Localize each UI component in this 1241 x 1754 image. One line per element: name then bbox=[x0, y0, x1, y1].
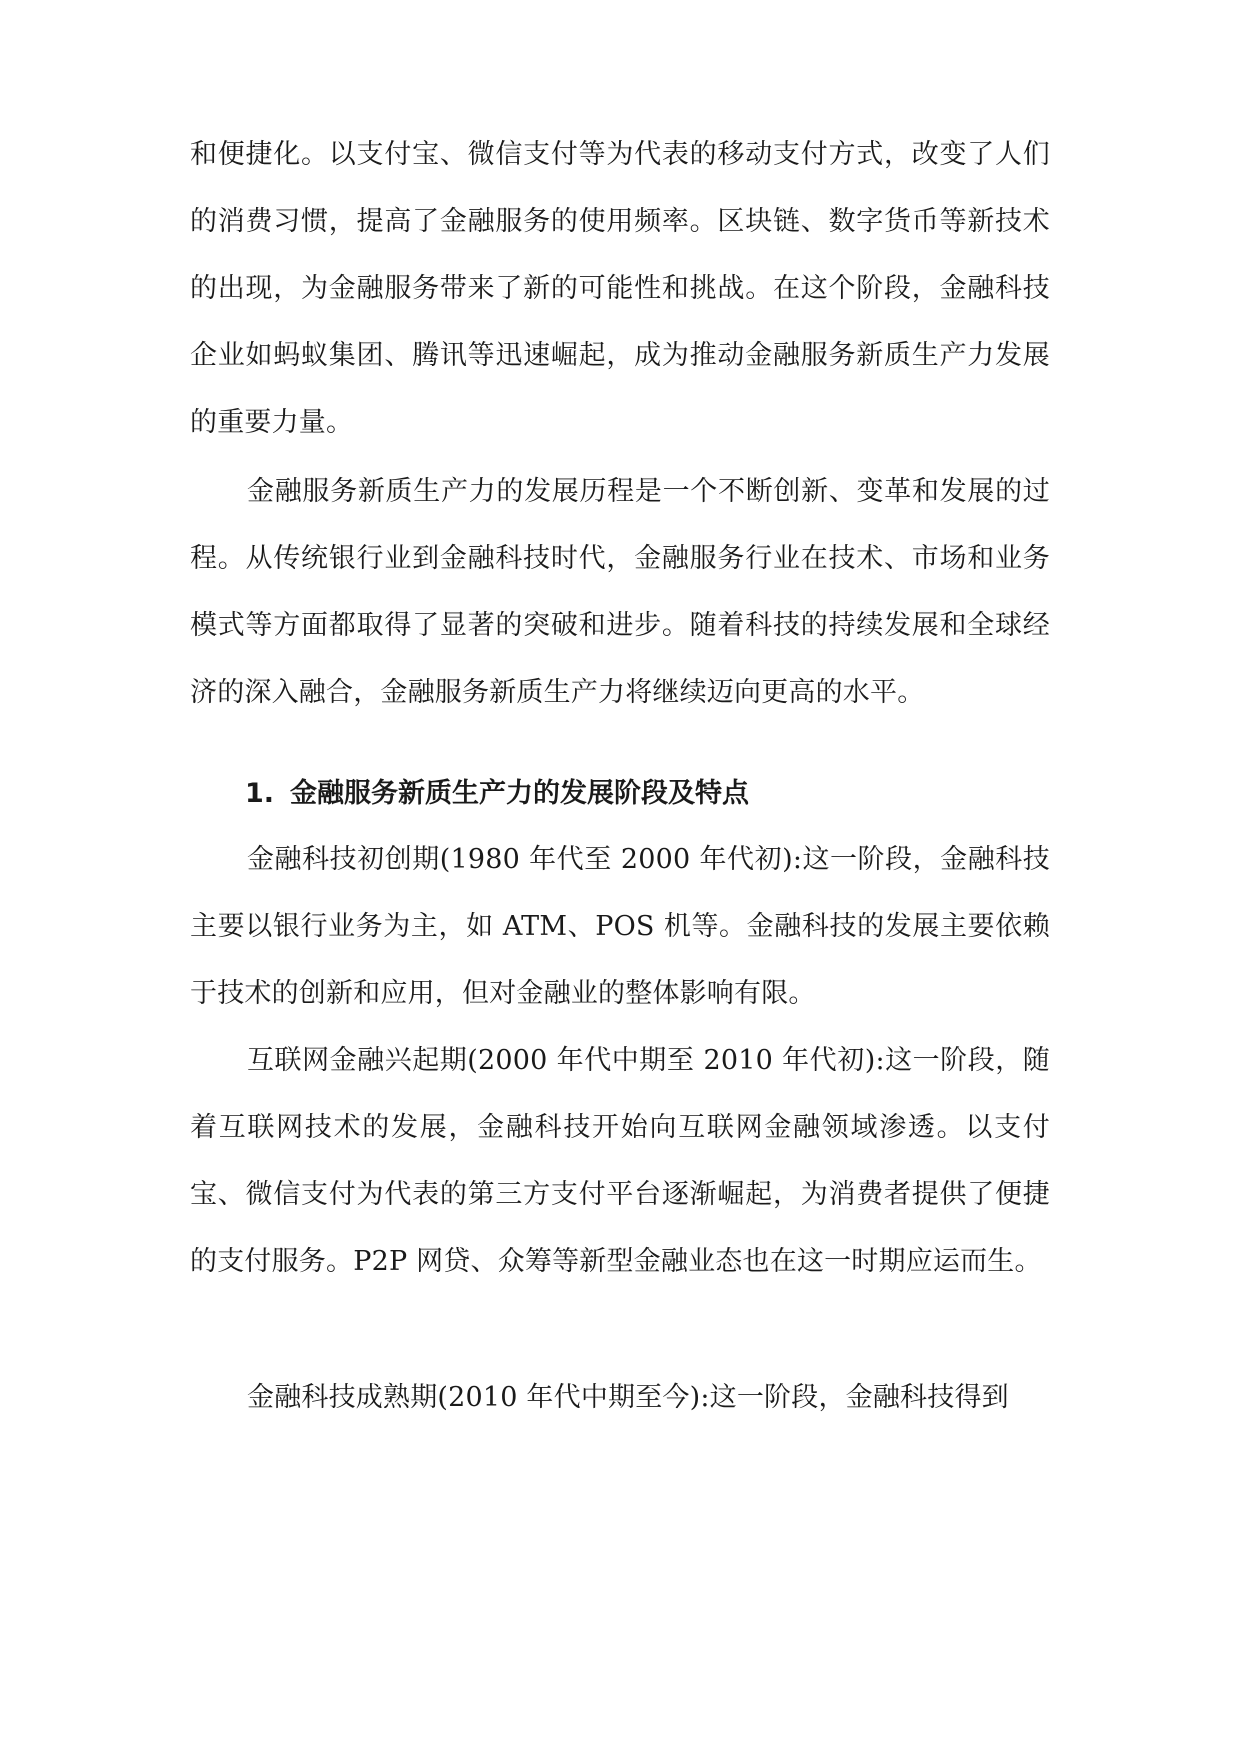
paragraph-fintech-startup-period: 金融科技初创期(1980 年代至 2000 年代初):这一阶段，金融科技主要以银行业务为主，如 ATM、POS 机等。金融科技的发展主要依赖于技术的创新和应用，但对金融业的整体影响有限。 bbox=[190, 844, 1050, 1009]
paragraph-development-history: 金融服务新质生产力的发展历程是一个不断创新、变革和发展的过程。从传统银行业到金融科技时代，金融服务行业在技术、市场和业务模式等方面都取得了显著的突破和进步。随着科技的持续发展和全球经济的深入融合，金融服务新质生产力将继续迈向更高的水平。 bbox=[190, 476, 1050, 708]
section-title: 金融服务新质生产力的发展阶段及特点 bbox=[290, 778, 749, 809]
paragraph-internet-finance-period: 互联网金融兴起期(2000 年代中期至 2010 年代初):这一阶段，随着互联网技术的发展，金融科技开始向互联网金融领域渗透。以支付宝、微信支付为代表的第三方支付平台逐渐崛起，为消费者提供了便捷的支付服务。P2P 网贷、众筹等新型金融业态也在这一时期应运而生。 bbox=[190, 1045, 1050, 1277]
paragraph-mobile-payment: 和便捷化。以支付宝、微信支付等为代表的移动支付方式，改变了人们的消费习惯，提高了金融服务的使用频率。区块链、数字货币等新技术的出现，为金融服务带来了新的可能性和挑战。在这个阶段，金融科技企业如蚂蚁集团、腾讯等迅速崛起，成为推动金融服务新质生产力发展的重要力量。 bbox=[190, 139, 1050, 438]
section-number: 1. bbox=[245, 778, 275, 809]
section-heading bbox=[245, 760, 1045, 827]
paragraph-fintech-mature-period: 金融科技成熟期(2010 年代中期至今):这一阶段，金融科技得到 bbox=[247, 1382, 1009, 1413]
